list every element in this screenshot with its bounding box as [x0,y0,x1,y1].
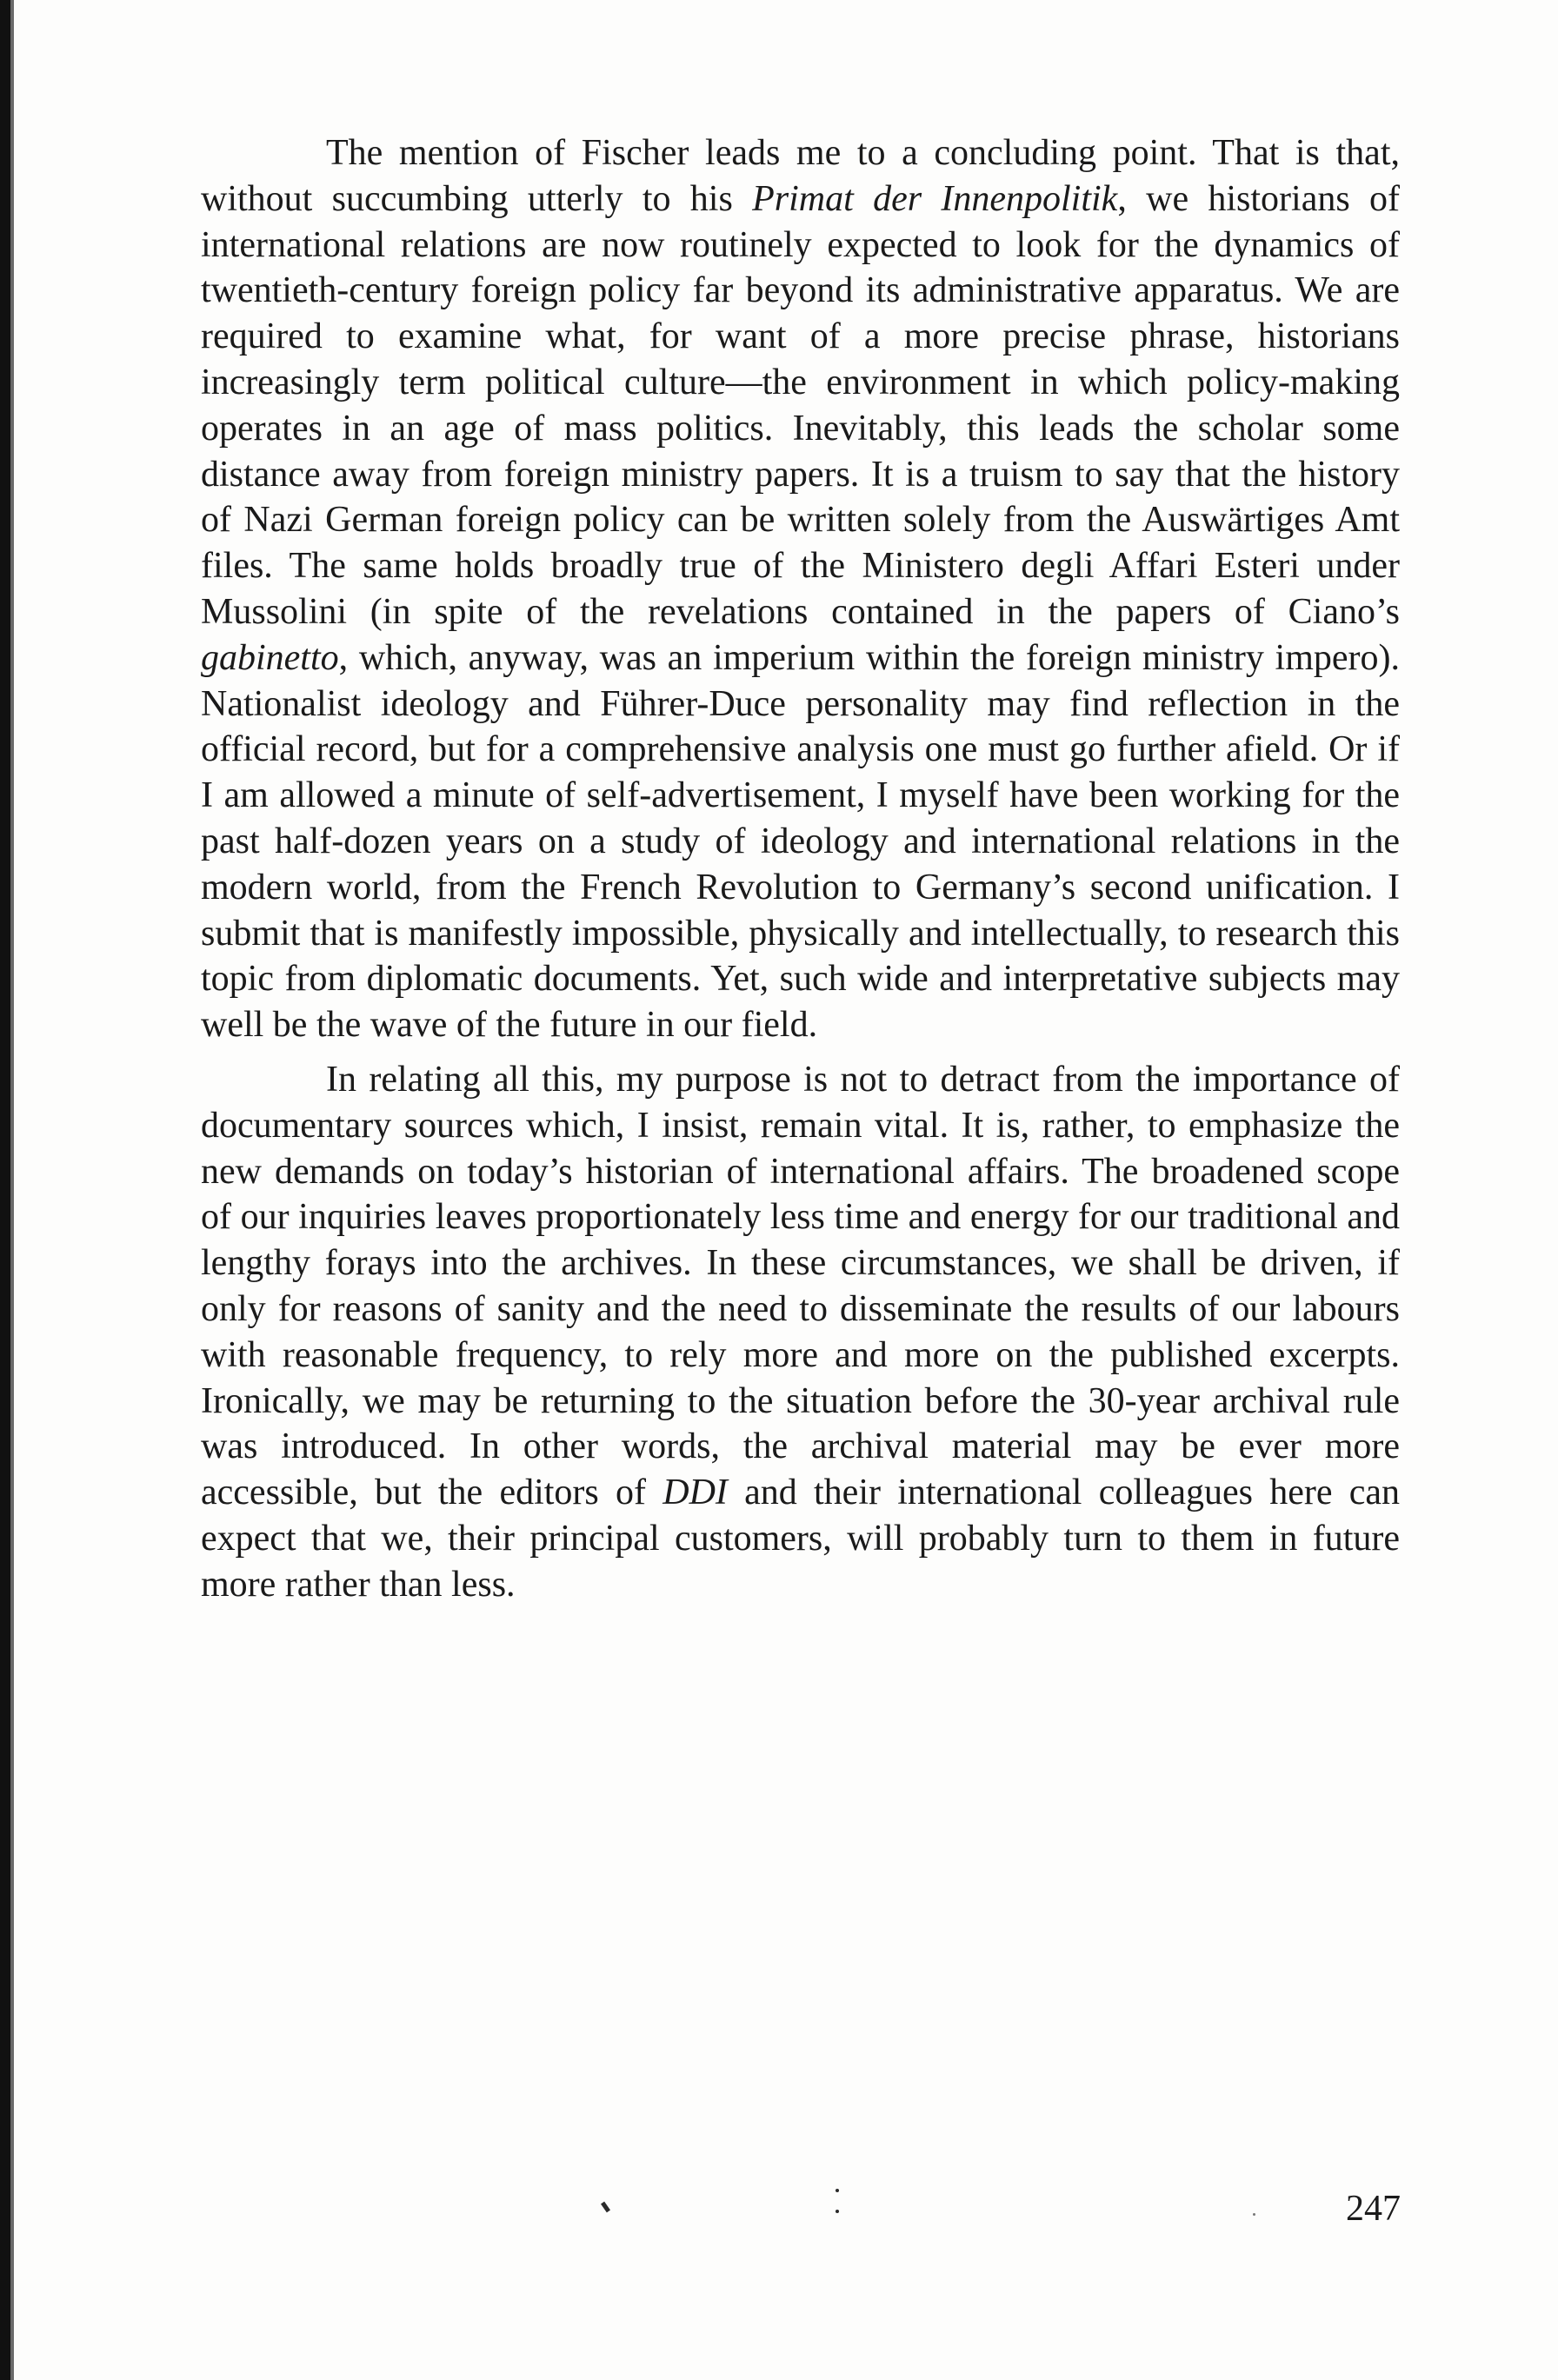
page-number: 247 [1346,2189,1401,2229]
scan-left-edge-shadow [10,0,14,2380]
scan-speck [836,2210,839,2213]
body-text [201,130,1400,1608]
scan-left-edge [0,0,10,2380]
paragraph-1-italic-primat: Primat der Innenpolitik [752,178,1118,219]
paragraph-1-text-b: , we historians of international relations are now routinely expected to look for the dynamics of twentieth-century foreign policy far beyond its administrative apparatus. We are required to examine what, for want of a more precise phrase, historians increasingly term political culture—the environment in which policy-making operates in an age of mass politics. Inevitably, this leads the scholar some distance away from foreign ministry papers. It is a truism to say that the history of Nazi German foreign policy can be written solely from the Auswärtiges Amt files. The same holds broadly true of the Ministero degli Affari Esteri under Mussolini (in spite of the revelations contained in the papers of Ciano’s [201,178,1400,632]
paragraph-2-italic-ddi: DDI [662,1473,728,1513]
paragraph-2-text-b: and their international colleagues here can expect that we, their principal customers, will probably turn to them in future more rather than less. [201,1473,1401,1605]
paragraph-1-text-c: , which, anyway, was an imperium within the foreign ministry impero). Nationalist ideology and Führer-Duce personality may find reflection in the official record, but for a comprehensive analysis one must go further afield. Or if I am allowed a minute of self-advertisement, I myself have been working for the past half-dozen years on a study of ideology and international relations in the modern world, from the French Revolution to Germany’s second unification. I submit that is manifestly impossible, physically and intellectually, to research this topic from diplomatic documents. Yet, such wide and interpretative subjects may well be the wave of the future in our field. [201,637,1400,1046]
paragraph-1-text-a: The mention of Fischer leads me to a concluding point. That is that, without succumbing utterly to his [201,133,1400,219]
scan-speck [1253,2213,1255,2216]
scan-speck [601,2202,610,2213]
paragraph-2 [201,1057,1400,1608]
paragraph-1 [201,130,1400,1048]
scan-speck [836,2189,839,2192]
paragraph-1-italic-gabinetto: gabinetto [201,637,339,678]
paragraph-2-text-a: In relating all this, my purpose is not to detract from the importance of documentary sources which, I insist, remain vital. It is, rather, to emphasize the new demands on today’s historian of international affairs. The broadened scope of our inquiries leaves proportionately less time and energy for our traditional and lengthy forays into the archives. In these circumstances, we shall be driven, if only for reasons of sanity and the need to disseminate the results of our labours with reasonable frequency, to rely more and more on the published excerpts. Ironically, we may be returning to the situation before the 30-year archival rule was introduced. In other words, the archival material may be ever more accessible, but the editors of [201,1059,1400,1513]
